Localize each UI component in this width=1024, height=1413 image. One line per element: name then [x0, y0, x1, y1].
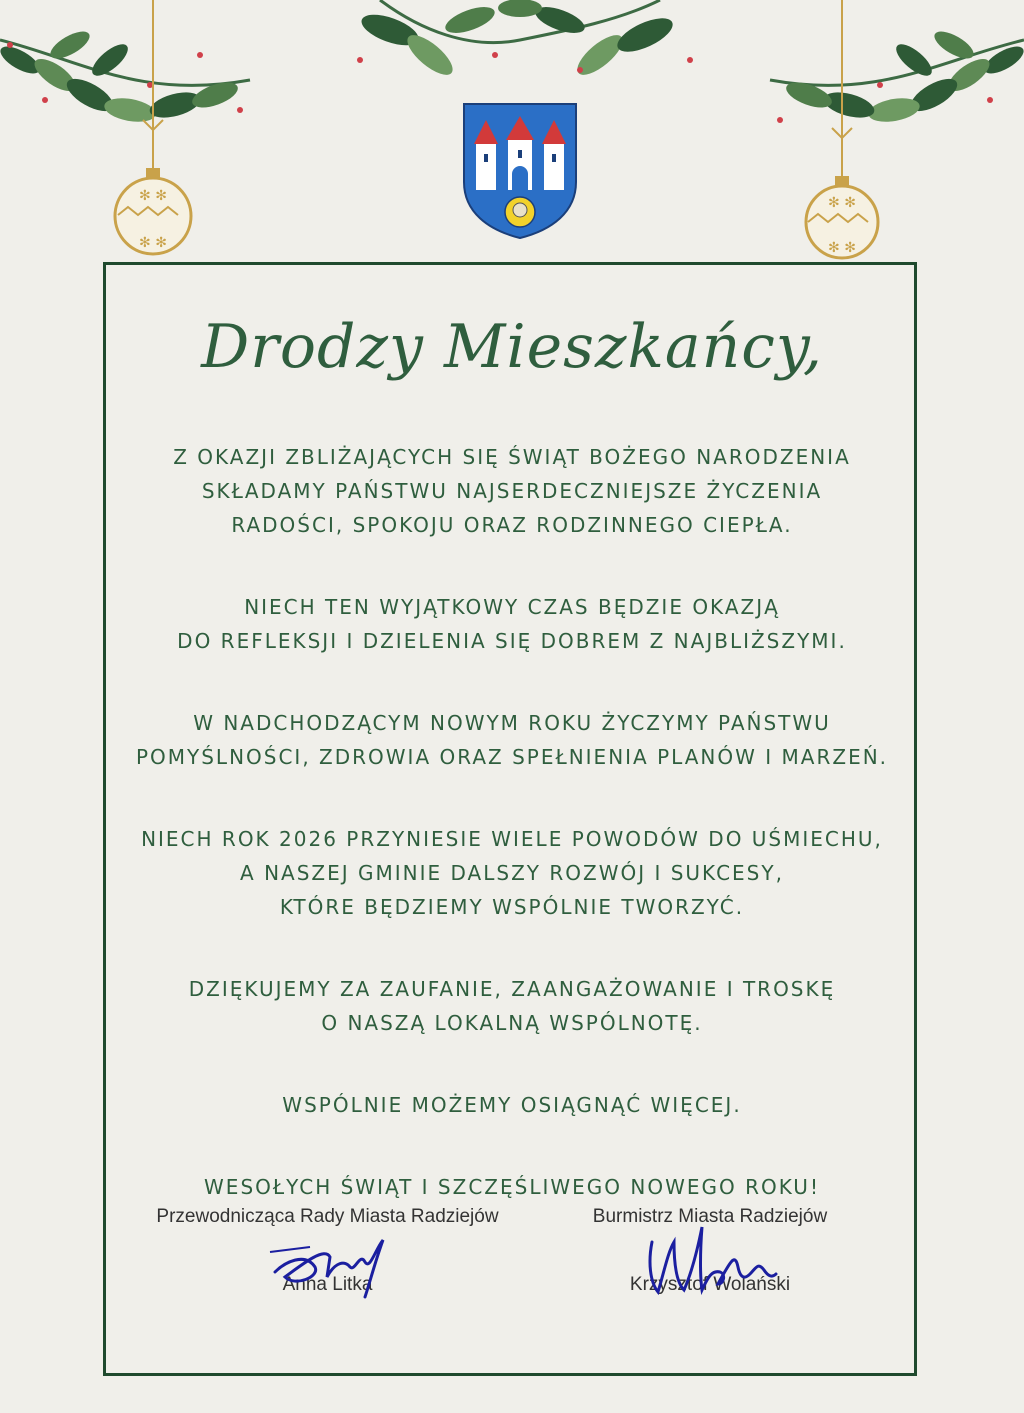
- paragraph-1: [110, 440, 914, 542]
- text-line: A NASZEJ GMINIE DALSZY ROZWÓJ I SUKCESY,: [240, 861, 784, 885]
- signatory-role: Przewodnicząca Rady Miasta Radziejów: [156, 1206, 499, 1227]
- paragraph-4: [110, 822, 914, 924]
- handwritten-signature-left: [265, 1232, 395, 1302]
- ornament-right: [806, 0, 878, 258]
- branch-center: [358, 0, 678, 81]
- text-line: RADOŚCI, SPOKOJU ORAZ RODZINNEGO CIEPŁA.: [231, 513, 793, 537]
- paragraph-2: [110, 590, 914, 658]
- paragraph-7: [110, 1170, 914, 1204]
- text-line: Z OKAZJI ZBLIŻAJĄCYCH SIĘ ŚWIĄT BOŻEGO NARODZENIA: [173, 445, 851, 469]
- signatory-role: Burmistrz Miasta Radziejów: [592, 1206, 828, 1227]
- svg-text:✻ ✻: ✻ ✻: [139, 188, 167, 204]
- letter-body: [110, 440, 914, 1252]
- svg-text:✻ ✻: ✻ ✻: [828, 195, 856, 211]
- svg-text:✻ ✻: ✻ ✻: [139, 235, 167, 251]
- text-line: WESOŁYCH ŚWIĄT I SZCZĘŚLIWEGO NOWEGO ROKU!: [204, 1175, 820, 1199]
- paragraph-6: [110, 1088, 914, 1122]
- text-line: DO REFLEKSJI I DZIELENIA SIĘ DOBREM Z NAJBLIŻSZYMI.: [177, 629, 847, 653]
- text-line: WSPÓLNIE MOŻEMY OSIĄGNĄĆ WIĘCEJ.: [282, 1093, 742, 1117]
- signatory-name: Anna Litka: [282, 1274, 373, 1295]
- greeting-heading: Drodzy Mieszkańcy,: [201, 312, 823, 382]
- signatory-name: Krzysztof Wolański: [629, 1274, 791, 1295]
- paragraph-3: [110, 706, 914, 774]
- branch-right: [770, 26, 1024, 125]
- branch-left: [0, 26, 250, 125]
- text-line: KTÓRE BĘDZIEMY WSPÓLNIE TWORZYĆ.: [279, 895, 745, 919]
- handwritten-signature-right: [640, 1222, 780, 1302]
- text-line: W NADCHODZĄCYM NOWYM ROKU ŻYCZYMY PAŃSTWU: [193, 711, 831, 735]
- text-line: POMYŚLNOŚCI, ZDROWIA ORAZ SPEŁNIENIA PLANÓW I MARZEŃ.: [135, 745, 889, 769]
- text-line: NIECH ROK 2026 PRZYNIESIE WIELE POWODÓW DO UŚMIECHU,: [141, 827, 883, 851]
- coat-of-arms-emblem: [462, 102, 578, 240]
- paragraph-5: [110, 972, 914, 1040]
- text-line: NIECH TEN WYJĄTKOWY CZAS BĘDZIE OKAZJĄ: [244, 595, 780, 619]
- text-line: DZIĘKUJEMY ZA ZAUFANIE, ZAANGAŻOWANIE I TROSKĘ: [188, 977, 836, 1001]
- ornament-left: [115, 0, 191, 254]
- text-line: SKŁADAMY PAŃSTWU NAJSERDECZNIEJSZE ŻYCZENIA: [201, 479, 823, 503]
- svg-text:✻ ✻: ✻ ✻: [828, 240, 856, 256]
- text-line: O NASZĄ LOKALNĄ WSPÓLNOTĘ.: [321, 1011, 703, 1035]
